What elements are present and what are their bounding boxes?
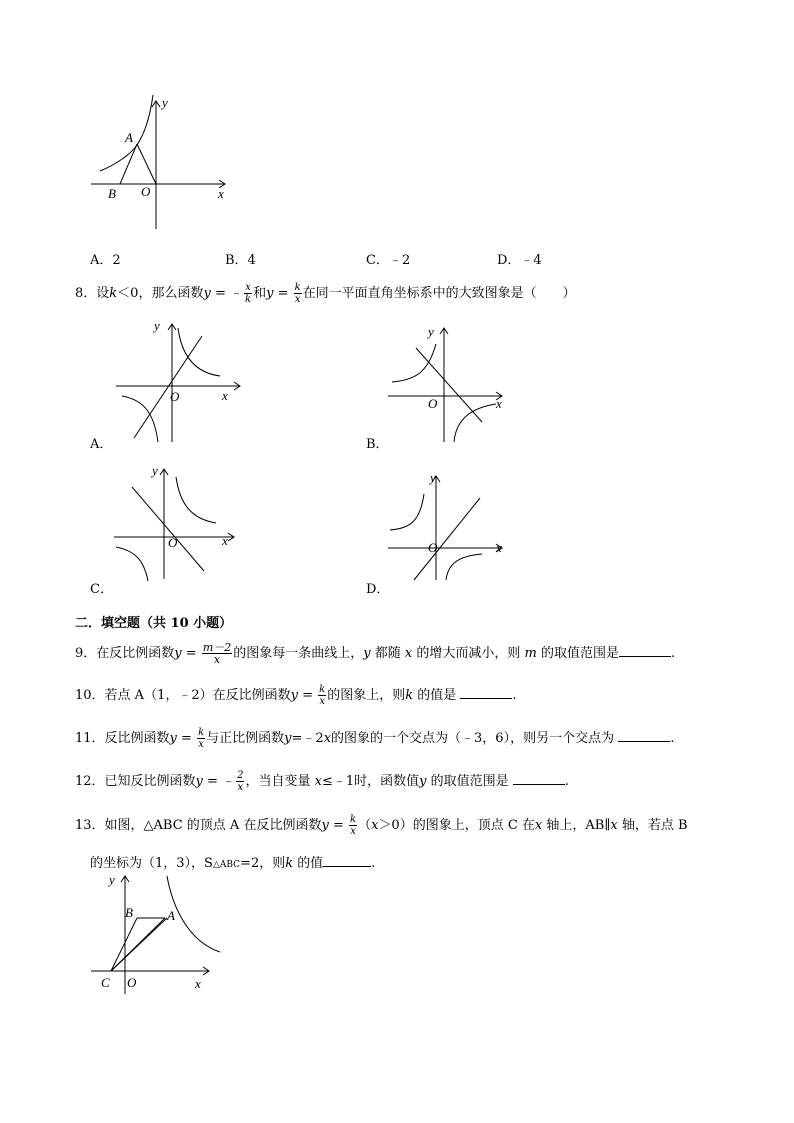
- q13-B-label: B: [125, 905, 133, 920]
- q7-option-d: D．﹣4: [497, 253, 542, 268]
- q11-stem: 11．反比例函数y = $\frac{k}{x}$ 与正比例函数y=﹣2x的图象的一个交点为（﹣3，6），则另一个交点为 .: [75, 727, 675, 750]
- q8d-x: x: [496, 540, 502, 555]
- q7-B-label: B: [108, 186, 116, 201]
- q13-figure: [85, 870, 235, 1000]
- q7-option-a: A．2: [90, 253, 121, 268]
- q8-graph-c: [112, 463, 242, 583]
- q8a-x: x: [222, 388, 228, 403]
- q8a-y: y: [154, 318, 160, 333]
- q9-answer-blank[interactable]: [619, 644, 671, 657]
- q13-C-label: C: [101, 975, 110, 990]
- q8c-x: x: [222, 533, 228, 548]
- q7-figure: [85, 95, 245, 235]
- q13-A-label: A: [167, 908, 175, 923]
- q7-option-b: B．4: [225, 253, 256, 268]
- q8-graph-b: [386, 322, 516, 447]
- q8-graph-a: [112, 318, 242, 443]
- q8d-y: y: [430, 470, 436, 485]
- q8b-y: y: [428, 324, 434, 339]
- q7-A-label: A: [125, 130, 133, 145]
- q13-stem-line1: 13．如图，△ABC 的顶点 A 在反比例函数y = $\frac{k}{x}$ （x＞0）的图象上，顶点 C 在x 轴上，AB∥x 轴，若点 B: [75, 814, 688, 837]
- section-fill-in-title: 二．填空题（共 10 小题）: [75, 616, 233, 631]
- q8-option-d-label: D．: [366, 582, 390, 597]
- q8-stem: 8．设k＜0，那么函数y = ﹣ $\frac{x}{k}$ 和y = $\frac{k}{x}$ 在同一平面直角坐标系中的大致图象是（ ）: [75, 282, 576, 305]
- q13-x-label: x: [195, 976, 201, 991]
- q12-stem: 12．已知反比例函数y = ﹣ $\frac{2}{x}$ ，当自变量 x≤﹣1时，函数值y 的取值范围是 .: [75, 770, 569, 793]
- q8c-y: y: [152, 463, 158, 478]
- q7-y-label: y: [162, 95, 168, 110]
- q13-answer-blank[interactable]: [323, 854, 371, 867]
- q12-answer-blank[interactable]: [513, 772, 565, 785]
- q8-option-c-label: C．: [90, 582, 113, 597]
- q13-O-label: O: [127, 975, 137, 990]
- q8b-o: O: [428, 396, 438, 411]
- q8b-x: x: [496, 396, 502, 411]
- q7-O-label: O: [141, 184, 151, 199]
- q8d-o: O: [428, 540, 438, 555]
- q8-graph-d: [386, 470, 516, 585]
- q10-answer-blank[interactable]: [460, 686, 512, 699]
- q7-x-label: x: [218, 186, 224, 201]
- q8a-o: O: [170, 389, 180, 404]
- q7-option-c: C．﹣2: [366, 253, 411, 268]
- q13-stem-line2: 的坐标为（1，3），S△ABC=2，则k 的值 .: [90, 856, 376, 871]
- q11-answer-blank[interactable]: [618, 729, 670, 742]
- q9-stem: 9．在反比例函数y = $\frac{m-2}{x}$ 的图象每一条曲线上，y 都随 x 的增大而减小，则 m 的取值范围是 .: [75, 641, 676, 666]
- q10-stem: 10．若点 A（1，﹣2）在反比例函数y = $\frac{k}{x}$ 的图象上，则k 的值是 .: [75, 684, 517, 707]
- q8c-o: O: [168, 535, 178, 550]
- q8-option-a-label: A．: [90, 437, 113, 452]
- q13-y-label: y: [109, 872, 115, 887]
- q8-option-b-label: B．: [366, 437, 389, 452]
